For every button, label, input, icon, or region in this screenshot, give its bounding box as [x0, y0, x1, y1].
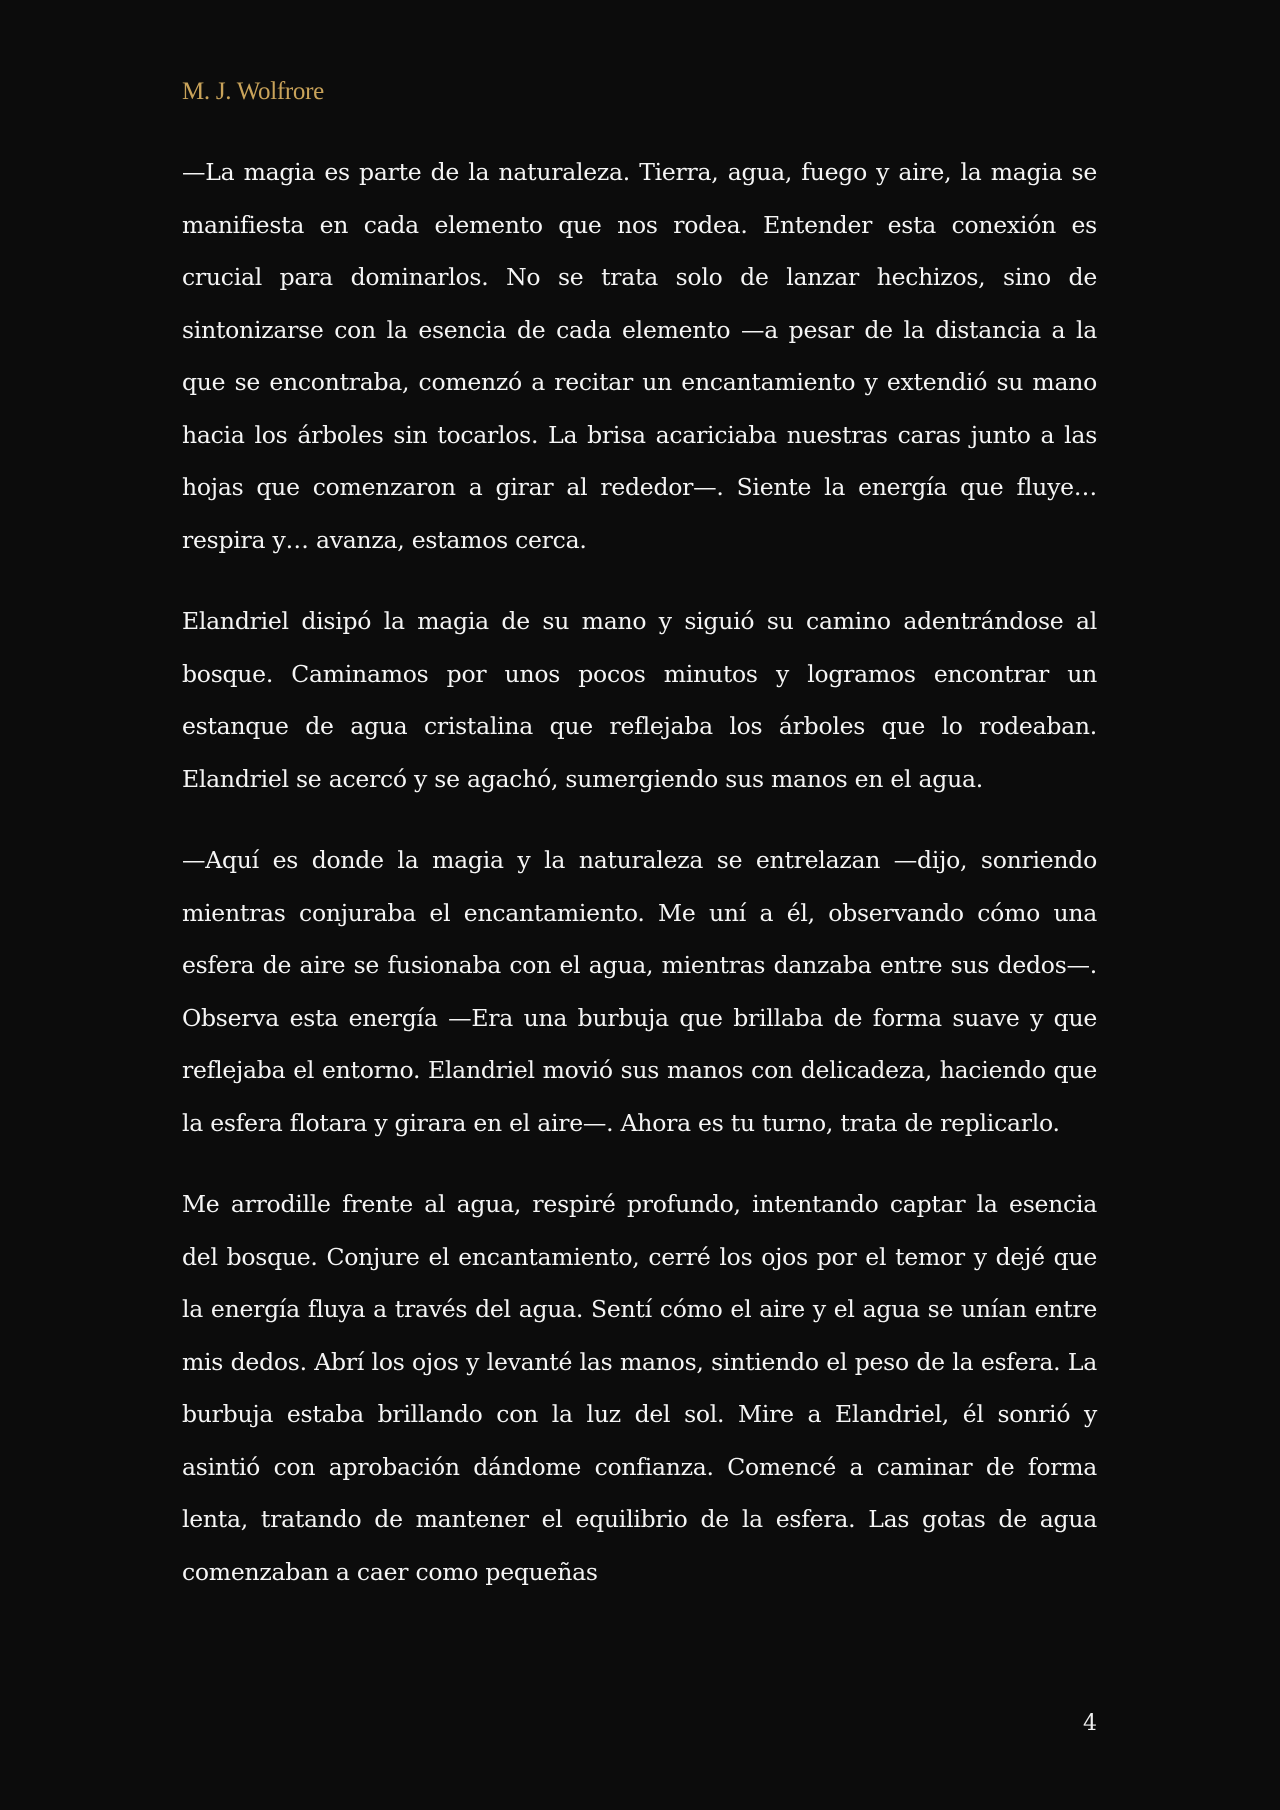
paragraph-3: —Aquí es donde la magia y la naturaleza se entrelazan —dijo, sonriendo mientras conjuraba el encantamiento. Me uní a él, observando cómo una esfera de aire se fusionaba con el agua, mientras danzaba entre sus dedos—. Observa esta energía —Era una burbuja que brillaba de forma suave y que reflejaba el entorno. Elandriel movió sus manos con delicadeza, haciendo que la esfera flotara y girara en el aire—. Ahora es tu turno, trata de replicarlo.: [182, 846, 1097, 1137]
paragraph-4: Me arrodille frente al agua, respiré profundo, intentando captar la esencia del bosque. Conjure el encantamiento, cerré los ojos por el temor y dejé que la energía fluya a través del agua. Sentí cómo el aire y el agua se unían entre mis dedos. Abrí los ojos y levanté las manos, sintiendo el peso de la esfera. La burbuja estaba brillando con la luz del sol. Mire a Elandriel, él sonrió y asintió con aprobación dándome confianza. Comencé a caminar de forma lenta, tratando de mantener el equilibrio de la esfera. Las gotas de agua comenzaban a caer como pequeñas: [182, 1190, 1097, 1586]
paragraph-2: Elandriel disipó la magia de su mano y siguió su camino adentrándose al bosque. Caminamos por unos pocos minutos y logramos encontrar un estanque de agua cristalina que reflejaba los árboles que lo rodeaban. Elandriel se acercó y se agachó, sumergiendo sus manos en el agua.: [182, 607, 1097, 793]
page-body: [182, 146, 1097, 1627]
author-header: M. J. Wolfrore: [182, 78, 324, 105]
page-number: 4: [1083, 1711, 1097, 1736]
paragraph-1: —La magia es parte de la naturaleza. Tierra, agua, fuego y aire, la magia se manifiesta en cada elemento que nos rodea. Entender esta conexión es crucial para dominarlos. No se trata solo de lanzar hechizos, sino de sintonizarse con la esencia de cada elemento —a pesar de la distancia a la que se encontraba, comenzó a recitar un encantamiento y extendió su mano hacia los árboles sin tocarlos. La brisa acariciaba nuestras caras junto a las hojas que comenzaron a girar al rededor—. Siente la energía que fluye… respira y… avanza, estamos cerca.: [182, 158, 1097, 554]
